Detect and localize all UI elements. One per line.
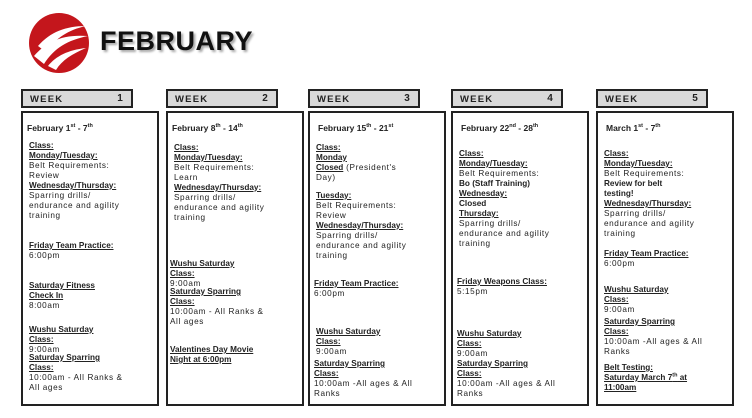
week-card: February 15th - 21st Class: Monday Closed (President's Day) Tuesday: Belt Requirements: Review Wednesday/Thursday: Sparring drills/ endurance and agility training Friday Team Practice: 6:00pm Wushu Saturday Class: 9:00am Saturday Sparring Class: 10:00am -All ages & All Ranks	[308, 111, 446, 406]
date-range: February 1st - 7th	[27, 123, 93, 133]
week-header: WEEK 1	[21, 89, 133, 108]
week-column-5	[596, 89, 738, 392]
page-title: FEBRUARY	[100, 26, 254, 56]
week-card: February 22nd - 28th Class: Monday/Tuesday: Belt Requirements: Bo (Staff Training) Wednesday: Closed Thursday: Sparring drills/ endurance and agility training Friday Weapons Class: 5:15pm Wushu Saturday Class: 9:00am Saturday Sparring Class: 10:00am -All ages & All Ranks	[451, 111, 589, 406]
date-range: February 22nd - 28th	[461, 123, 539, 133]
week-card: February 8th - 14th Class: Monday/Tuesday: Belt Requirements: Learn Wednesday/Thursday: Sparring drills/ endurance and agility training Wushu Saturday Class: 9:00am Saturday Sparring Class: 10:00am - All Ranks & All ages Valentines Day Movie Night at 6:00pm	[166, 111, 304, 406]
week-header: WEEK 4	[451, 89, 563, 108]
dojo-logo-icon	[28, 12, 90, 74]
week-header: WEEK 3	[308, 89, 420, 108]
week-column-3	[308, 89, 450, 398]
date-range: March 1st - 7th	[606, 123, 661, 133]
date-range: February 8th - 14th	[172, 123, 243, 133]
week-column-1	[21, 89, 163, 392]
week-card: March 1st - 7th Class: Monday/Tuesday: Belt Requirements: Review for belt testing! Wednesday/Thursday: Sparring drills/ endurance and agility training Friday Team Practice: 6:00pm Wushu Saturday Class: 9:00am Saturday Sparring Class: 10:00am -All ages & All Ranks Belt Testing: Saturday March 7th at 11:00am	[596, 111, 734, 406]
week-column-2	[166, 89, 308, 364]
date-range: February 15th - 21st	[318, 123, 394, 133]
week-card: February 1st - 7th Class: Monday/Tuesday: Belt Requirements: Review Wednesday/Thursday: Sparring drills/ endurance and agility training Friday Team Practice: 6:00pm Saturday Fitness Check In 8:00am Wushu Saturday Class: 9:00am Saturday Sparring Class: 10:00am - All Ranks & All ages	[21, 111, 159, 406]
week-header: WEEK 5	[596, 89, 708, 108]
week-header: WEEK 2	[166, 89, 278, 108]
week-column-4	[451, 89, 593, 398]
